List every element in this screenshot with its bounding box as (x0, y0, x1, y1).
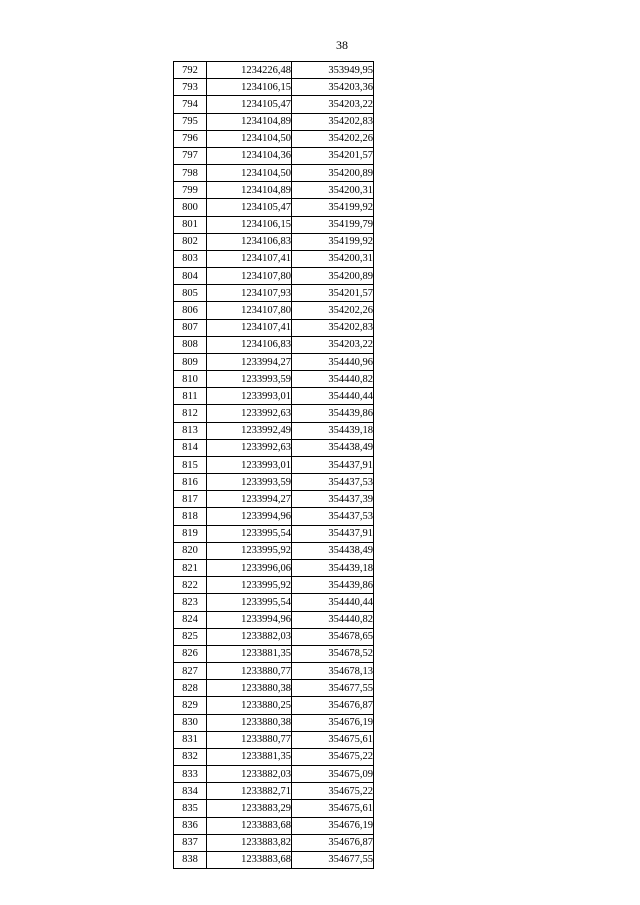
table-row (174, 645, 374, 662)
x-coordinate-cell: 1233992,63 (207, 439, 292, 456)
point-number-cell: 804 (174, 268, 207, 285)
coordinates-table-body (174, 62, 374, 869)
x-coordinate-cell: 1234107,80 (207, 302, 292, 319)
x-coordinate-cell: 1234107,93 (207, 285, 292, 302)
table-row (174, 165, 374, 182)
point-number-cell: 826 (174, 645, 207, 662)
table-row (174, 96, 374, 113)
y-coordinate-cell: 354676,19 (292, 714, 374, 731)
point-number-cell: 818 (174, 508, 207, 525)
y-coordinate-cell: 354439,18 (292, 422, 374, 439)
y-coordinate-cell: 354440,44 (292, 594, 374, 611)
x-coordinate-cell: 1233995,92 (207, 577, 292, 594)
y-coordinate-cell: 354200,31 (292, 182, 374, 199)
table-row (174, 542, 374, 559)
y-coordinate-cell: 354678,65 (292, 628, 374, 645)
y-coordinate-cell: 354439,86 (292, 405, 374, 422)
x-coordinate-cell: 1234226,48 (207, 62, 292, 79)
x-coordinate-cell: 1234104,50 (207, 165, 292, 182)
point-number-cell: 800 (174, 199, 207, 216)
table-row (174, 336, 374, 353)
y-coordinate-cell: 354437,53 (292, 508, 374, 525)
y-coordinate-cell: 354199,92 (292, 199, 374, 216)
y-coordinate-cell: 354438,49 (292, 542, 374, 559)
y-coordinate-cell: 354438,49 (292, 439, 374, 456)
x-coordinate-cell: 1233994,27 (207, 491, 292, 508)
y-coordinate-cell: 354437,91 (292, 525, 374, 542)
point-number-cell: 835 (174, 800, 207, 817)
x-coordinate-cell: 1234105,47 (207, 96, 292, 113)
table-row (174, 628, 374, 645)
point-number-cell: 808 (174, 336, 207, 353)
point-number-cell: 833 (174, 766, 207, 783)
y-coordinate-cell: 354437,53 (292, 474, 374, 491)
x-coordinate-cell: 1234106,83 (207, 336, 292, 353)
table-row (174, 594, 374, 611)
y-coordinate-cell: 354440,44 (292, 388, 374, 405)
x-coordinate-cell: 1234104,89 (207, 113, 292, 130)
table-row (174, 559, 374, 576)
x-coordinate-cell: 1233992,49 (207, 422, 292, 439)
x-coordinate-cell: 1234107,41 (207, 319, 292, 336)
point-number-cell: 827 (174, 663, 207, 680)
y-coordinate-cell: 353949,95 (292, 62, 374, 79)
y-coordinate-cell: 354439,18 (292, 559, 374, 576)
point-number-cell: 838 (174, 851, 207, 868)
x-coordinate-cell: 1233996,06 (207, 559, 292, 576)
point-number-cell: 812 (174, 405, 207, 422)
y-coordinate-cell: 354675,61 (292, 800, 374, 817)
x-coordinate-cell: 1233880,25 (207, 697, 292, 714)
y-coordinate-cell: 354678,52 (292, 645, 374, 662)
y-coordinate-cell: 354675,22 (292, 783, 374, 800)
point-number-cell: 807 (174, 319, 207, 336)
x-coordinate-cell: 1233881,35 (207, 645, 292, 662)
point-number-cell: 822 (174, 577, 207, 594)
table-row (174, 439, 374, 456)
x-coordinate-cell: 1233995,54 (207, 525, 292, 542)
coordinates-table (173, 61, 374, 869)
x-coordinate-cell: 1233994,27 (207, 353, 292, 370)
y-coordinate-cell: 354676,19 (292, 817, 374, 834)
point-number-cell: 802 (174, 233, 207, 250)
x-coordinate-cell: 1233881,35 (207, 748, 292, 765)
y-coordinate-cell: 354202,83 (292, 113, 374, 130)
table-row (174, 663, 374, 680)
y-coordinate-cell: 354203,22 (292, 96, 374, 113)
table-row (174, 611, 374, 628)
y-coordinate-cell: 354437,91 (292, 456, 374, 473)
table-row (174, 731, 374, 748)
x-coordinate-cell: 1234106,83 (207, 233, 292, 250)
y-coordinate-cell: 354203,22 (292, 336, 374, 353)
y-coordinate-cell: 354676,87 (292, 834, 374, 851)
point-number-cell: 792 (174, 62, 207, 79)
point-number-cell: 832 (174, 748, 207, 765)
x-coordinate-cell: 1234104,36 (207, 147, 292, 164)
x-coordinate-cell: 1233880,38 (207, 714, 292, 731)
table-row (174, 371, 374, 388)
x-coordinate-cell: 1233882,03 (207, 628, 292, 645)
x-coordinate-cell: 1233994,96 (207, 508, 292, 525)
table-row (174, 250, 374, 267)
y-coordinate-cell: 354199,92 (292, 233, 374, 250)
table-row (174, 113, 374, 130)
y-coordinate-cell: 354675,09 (292, 766, 374, 783)
y-coordinate-cell: 354675,22 (292, 748, 374, 765)
table-row (174, 697, 374, 714)
table-row (174, 748, 374, 765)
point-number-cell: 801 (174, 216, 207, 233)
point-number-cell: 813 (174, 422, 207, 439)
x-coordinate-cell: 1233883,68 (207, 851, 292, 868)
table-row (174, 525, 374, 542)
point-number-cell: 816 (174, 474, 207, 491)
table-row (174, 353, 374, 370)
x-coordinate-cell: 1233993,01 (207, 456, 292, 473)
table-row (174, 182, 374, 199)
table-row (174, 456, 374, 473)
x-coordinate-cell: 1233992,63 (207, 405, 292, 422)
y-coordinate-cell: 354201,57 (292, 285, 374, 302)
point-number-cell: 828 (174, 680, 207, 697)
x-coordinate-cell: 1233883,29 (207, 800, 292, 817)
point-number-cell: 824 (174, 611, 207, 628)
table-row (174, 405, 374, 422)
point-number-cell: 793 (174, 79, 207, 96)
point-number-cell: 823 (174, 594, 207, 611)
point-number-cell: 795 (174, 113, 207, 130)
y-coordinate-cell: 354440,82 (292, 611, 374, 628)
table-row (174, 577, 374, 594)
x-coordinate-cell: 1234107,80 (207, 268, 292, 285)
table-row (174, 216, 374, 233)
table-row (174, 851, 374, 868)
table-row (174, 319, 374, 336)
point-number-cell: 830 (174, 714, 207, 731)
point-number-cell: 817 (174, 491, 207, 508)
point-number-cell: 794 (174, 96, 207, 113)
y-coordinate-cell: 354439,86 (292, 577, 374, 594)
y-coordinate-cell: 354200,89 (292, 165, 374, 182)
point-number-cell: 809 (174, 353, 207, 370)
point-number-cell: 834 (174, 783, 207, 800)
y-coordinate-cell: 354678,13 (292, 663, 374, 680)
x-coordinate-cell: 1233993,59 (207, 474, 292, 491)
table-row (174, 766, 374, 783)
y-coordinate-cell: 354677,55 (292, 680, 374, 697)
table-row (174, 199, 374, 216)
point-number-cell: 797 (174, 147, 207, 164)
y-coordinate-cell: 354202,83 (292, 319, 374, 336)
point-number-cell: 821 (174, 559, 207, 576)
x-coordinate-cell: 1233995,92 (207, 542, 292, 559)
page-number: 38 (336, 38, 348, 52)
y-coordinate-cell: 354440,96 (292, 353, 374, 370)
table-row (174, 817, 374, 834)
point-number-cell: 806 (174, 302, 207, 319)
table-row (174, 268, 374, 285)
x-coordinate-cell: 1233880,77 (207, 731, 292, 748)
y-coordinate-cell: 354677,55 (292, 851, 374, 868)
x-coordinate-cell: 1234106,15 (207, 79, 292, 96)
x-coordinate-cell: 1233993,59 (207, 371, 292, 388)
y-coordinate-cell: 354675,61 (292, 731, 374, 748)
table-row (174, 422, 374, 439)
point-number-cell: 805 (174, 285, 207, 302)
point-number-cell: 825 (174, 628, 207, 645)
y-coordinate-cell: 354201,57 (292, 147, 374, 164)
y-coordinate-cell: 354440,82 (292, 371, 374, 388)
table-row (174, 680, 374, 697)
table-row (174, 79, 374, 96)
point-number-cell: 819 (174, 525, 207, 542)
y-coordinate-cell: 354199,79 (292, 216, 374, 233)
point-number-cell: 814 (174, 439, 207, 456)
point-number-cell: 815 (174, 456, 207, 473)
x-coordinate-cell: 1233880,38 (207, 680, 292, 697)
x-coordinate-cell: 1234106,15 (207, 216, 292, 233)
x-coordinate-cell: 1233882,03 (207, 766, 292, 783)
point-number-cell: 811 (174, 388, 207, 405)
table-row (174, 285, 374, 302)
y-coordinate-cell: 354437,39 (292, 491, 374, 508)
point-number-cell: 831 (174, 731, 207, 748)
x-coordinate-cell: 1234107,41 (207, 250, 292, 267)
table-row (174, 474, 374, 491)
table-row (174, 508, 374, 525)
y-coordinate-cell: 354202,26 (292, 302, 374, 319)
x-coordinate-cell: 1233880,77 (207, 663, 292, 680)
table-row (174, 783, 374, 800)
x-coordinate-cell: 1233882,71 (207, 783, 292, 800)
table-row (174, 491, 374, 508)
y-coordinate-cell: 354200,31 (292, 250, 374, 267)
x-coordinate-cell: 1234104,50 (207, 130, 292, 147)
point-number-cell: 799 (174, 182, 207, 199)
point-number-cell: 820 (174, 542, 207, 559)
x-coordinate-cell: 1234105,47 (207, 199, 292, 216)
table-row (174, 147, 374, 164)
point-number-cell: 796 (174, 130, 207, 147)
table-row (174, 302, 374, 319)
point-number-cell: 803 (174, 250, 207, 267)
table-row (174, 714, 374, 731)
table-row (174, 130, 374, 147)
y-coordinate-cell: 354203,36 (292, 79, 374, 96)
table-row (174, 388, 374, 405)
x-coordinate-cell: 1233883,82 (207, 834, 292, 851)
point-number-cell: 836 (174, 817, 207, 834)
y-coordinate-cell: 354202,26 (292, 130, 374, 147)
x-coordinate-cell: 1234104,89 (207, 182, 292, 199)
x-coordinate-cell: 1233995,54 (207, 594, 292, 611)
x-coordinate-cell: 1233994,96 (207, 611, 292, 628)
point-number-cell: 837 (174, 834, 207, 851)
table-row (174, 233, 374, 250)
table-row (174, 834, 374, 851)
x-coordinate-cell: 1233993,01 (207, 388, 292, 405)
y-coordinate-cell: 354200,89 (292, 268, 374, 285)
table-row (174, 800, 374, 817)
point-number-cell: 798 (174, 165, 207, 182)
y-coordinate-cell: 354676,87 (292, 697, 374, 714)
point-number-cell: 829 (174, 697, 207, 714)
point-number-cell: 810 (174, 371, 207, 388)
x-coordinate-cell: 1233883,68 (207, 817, 292, 834)
table-row (174, 62, 374, 79)
